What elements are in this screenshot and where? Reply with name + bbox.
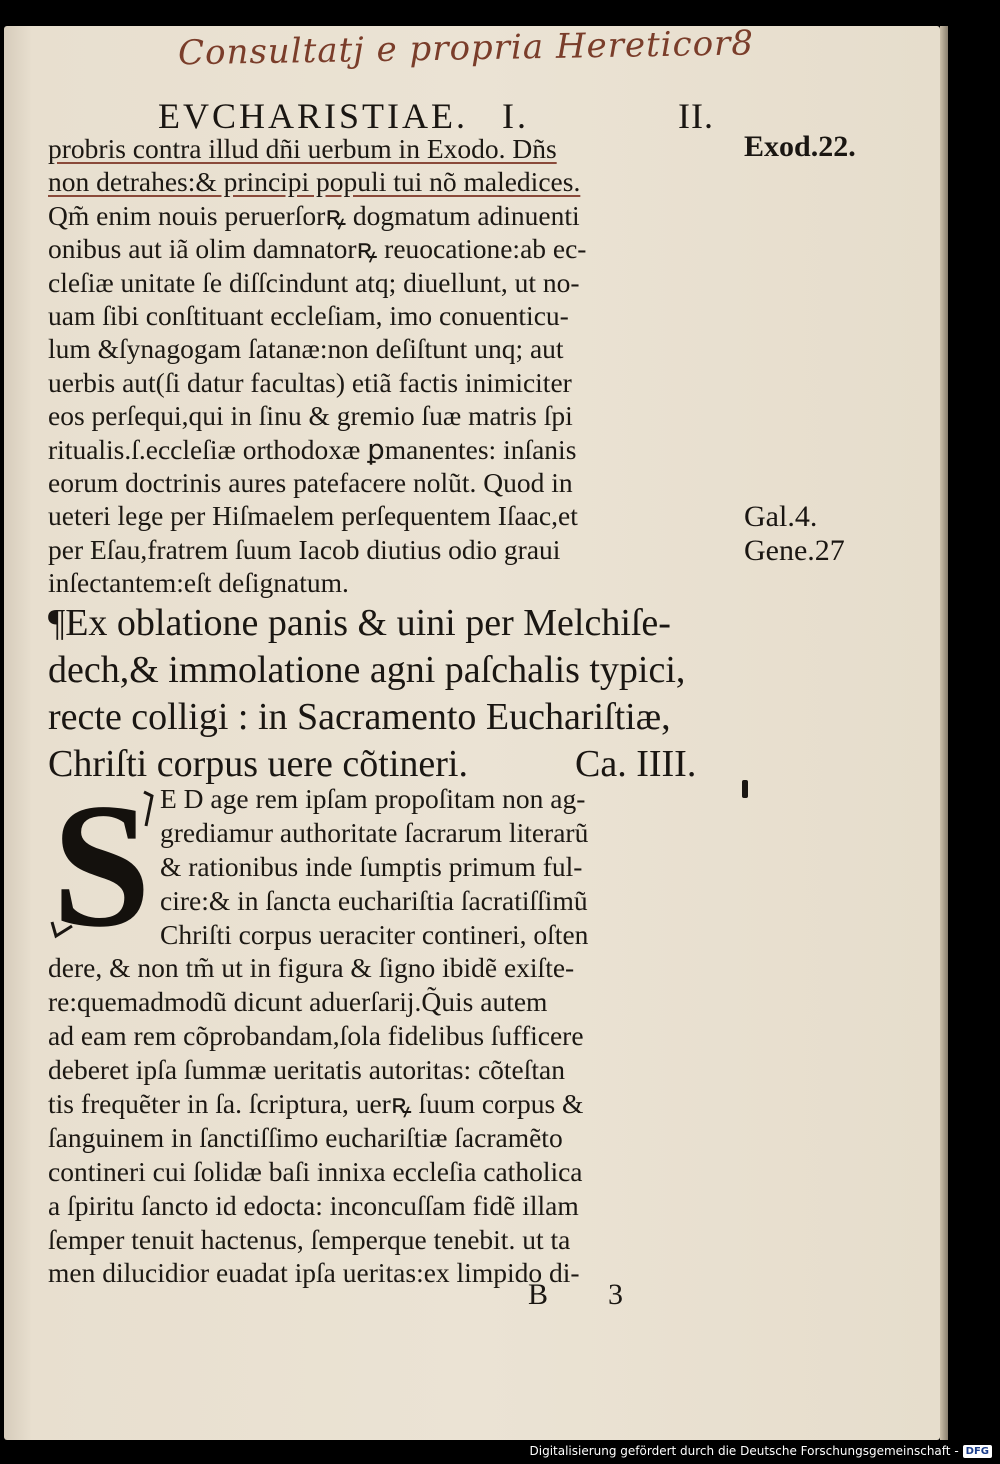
text-line: inſectantem:eſt deſignatum. [48, 567, 349, 599]
chapter-number: Ca. IIII. [575, 743, 697, 785]
text-line: onibus aut iã olim damnatorꝶ reuocatione:ab ec- [48, 233, 587, 265]
drop-cap: S [52, 766, 151, 964]
text-line: uam ſibi conſtituant eccleſiam, imo conuenticu- [48, 299, 569, 331]
text-line: & rationibus inde ſumptis primum ful- [160, 850, 583, 882]
text-line: probris contra illud dñi uerbum in Exodo. Dñs [48, 133, 557, 164]
text-line: lum &ſynagogam ſatanæ:non deſiſtunt unq; aut [48, 333, 564, 365]
margin-mark [742, 780, 748, 798]
text-line: men dilucidior euadat ipſa ueritas:ex limpido di- [48, 1257, 580, 1289]
text-line: eos perſequi,qui in ſinu & gremio ſuæ matris ſpi [48, 400, 573, 432]
folio-number: II. [678, 96, 714, 136]
text-line: eorum doctrinis aures patefacere nolũt. Quod in [48, 466, 573, 498]
text-line: ſanguinem in ſanctiſſimo euchariſtiæ ſacramẽto [48, 1121, 563, 1153]
footer [530, 1442, 993, 1460]
chapter-heading-line: Chriſti corpus uere cõtineri. [48, 743, 468, 785]
text-line: contineri cui ſolidæ baſi innixa eccleſia catholica [48, 1155, 583, 1187]
text-line: cire:& in ſancta euchariſtia ſacratiſſimũ [160, 884, 588, 916]
running-header [158, 95, 738, 137]
footer-text: Digitalisierung gefördert durch die Deutsche Forschungsgemeinschaft - [529, 1444, 959, 1458]
text-line: uerbis aut(ſi datur facultas) etiã factis inimiciter [48, 366, 572, 398]
margin-note-galatians: Gal.4. [744, 500, 818, 533]
text-line: dere, & non tm̃ ut in figura & ſigno ibidẽ exiſte- [48, 952, 575, 984]
main-paragraph [48, 766, 728, 1290]
text-line: ueteri lege per Hiſmaelem perſequentem Iſaac,et [48, 500, 578, 532]
margin-note-exodus: Exod.22. [744, 130, 856, 163]
text-line: grediamur authoritate ſacrarum literarũ [160, 816, 589, 848]
text-line: non detrahes:& principi populi tui nõ maledices. [48, 166, 581, 198]
text-line: ritualis.ſ.eccleſiæ orthodoxæ ꝑmanentes: inſanis [48, 433, 577, 465]
text-line: per Eſau,fratrem ſuum Iacob diutius odio graui [48, 533, 561, 565]
intro-paragraph [48, 132, 728, 599]
text-line: E D age rem ipſam propoſitam non ag- [160, 783, 586, 814]
header-chapter-numeral: I. [501, 96, 529, 136]
text-line: deberet ipſa ſummæ ueritatis autoritas: cõteſtan [48, 1054, 565, 1086]
text-line: ad eam rem cõprobandam,ſola fidelibus ſufficere [48, 1020, 584, 1052]
chapter-heading-line: recte colligi : in Sacramento Euchariſtiæ, [48, 696, 671, 738]
signature-letter: B [528, 1278, 609, 1311]
chapter-heading [48, 600, 738, 788]
text-line: Chriſti corpus ueraciter contineri, oſten [160, 918, 589, 950]
chapter-heading-line: ¶Ex oblatione panis & uini per Melchiſe- [48, 602, 671, 644]
margin-note-genesis: Gene.27 [744, 534, 845, 567]
text-line: tis frequẽter in ſa. ſcriptura, uerꝶ ſuum corpus & [48, 1088, 584, 1120]
chapter-heading-line: dech,& immolatione agni paſchalis typici, [48, 649, 686, 691]
header-title: EVCHARISTIAE. [158, 96, 468, 136]
text-line: a ſpiritu ſancto id edocta: inconcuſſam fidẽ illam [48, 1189, 579, 1221]
text-line: Qm̃ enim nouis peruerſorꝶ dogmatum adinuenti [48, 199, 580, 231]
handwritten-note: Consultatj e propria Hereticor8 [177, 23, 755, 74]
signature-number: 3 [608, 1278, 684, 1311]
text-line: cleſiæ unitate ſe diſſcindunt atq; diuellunt, ut no- [48, 266, 580, 298]
dfg-logo[interactable]: DFG [963, 1445, 992, 1458]
text-line: ſemper tenuit hactenus, ſemperque tenebit. ut ta [48, 1223, 571, 1255]
page-edge [940, 26, 948, 1440]
signature-mark [528, 1278, 683, 1312]
text-line: re:quemadmodũ dicunt aduerſarij.Q̃uis autem [48, 986, 548, 1018]
